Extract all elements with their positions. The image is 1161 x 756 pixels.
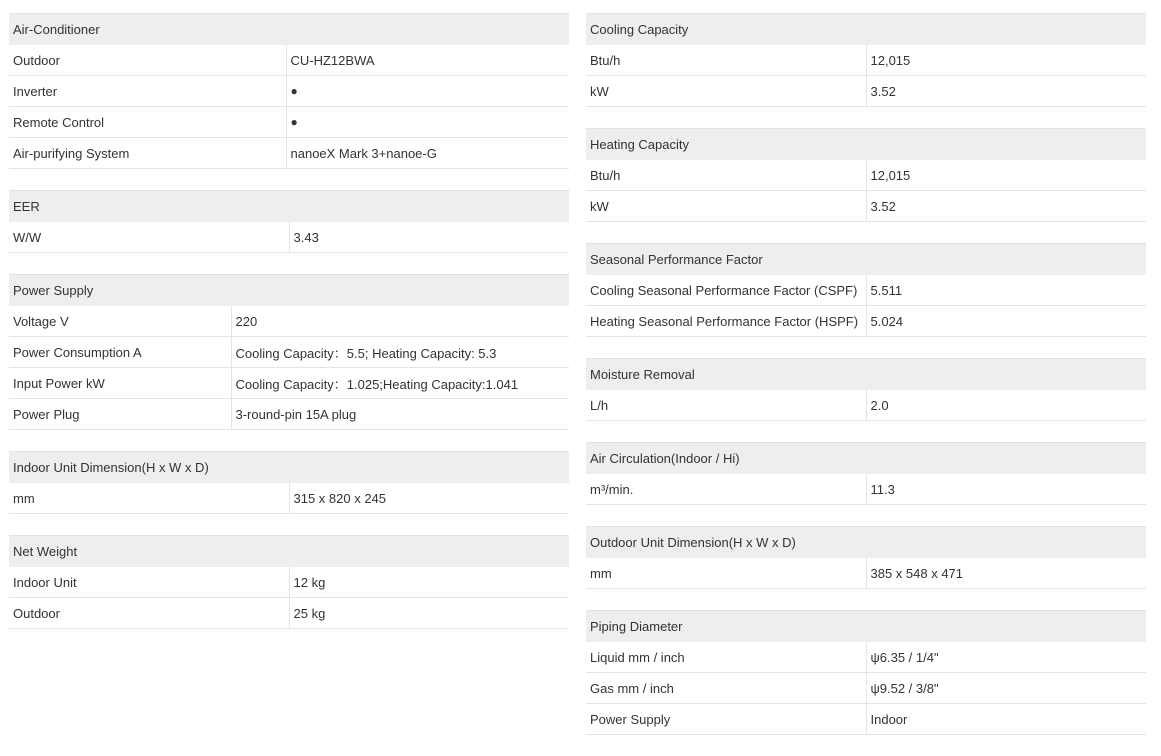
section-header: Seasonal Performance Factor <box>586 244 1146 276</box>
spec-value: 25 kg <box>289 598 569 629</box>
table-row <box>9 138 569 169</box>
table-row <box>9 107 569 138</box>
section-header: Indoor Unit Dimension(H x W x D) <box>9 452 569 484</box>
table-row <box>9 306 569 337</box>
spec-value: nanoeX Mark 3+nanoe-G <box>286 138 569 169</box>
table-row <box>586 390 1146 421</box>
spec-label: Gas mm / inch <box>586 673 866 704</box>
table-row <box>586 191 1146 222</box>
spec-value-dot: ● <box>286 107 569 138</box>
spec-value: Cooling Capacity：5.5; Heating Capacity: 5.3 <box>231 337 569 368</box>
section-header: Air Circulation(Indoor / Hi) <box>586 443 1146 475</box>
spec-value: 3.52 <box>866 191 1146 222</box>
table-row <box>9 76 569 107</box>
spec-label: Power Consumption A <box>9 337 231 368</box>
eer-table <box>9 190 569 253</box>
table-row <box>586 160 1146 191</box>
heating-capacity-table <box>586 128 1146 222</box>
outdoor-dimension-table <box>586 526 1146 589</box>
spec-value: CU-HZ12BWA <box>286 45 569 76</box>
spec-label: W/W <box>9 222 289 253</box>
spec-value: 2.0 <box>866 390 1146 421</box>
spec-value: 3-round-pin 15A plug <box>231 399 569 430</box>
spec-value: 12 kg <box>289 567 569 598</box>
section-header: Air-Conditioner <box>9 14 569 46</box>
spec-label: Cooling Seasonal Performance Factor (CSPF) <box>586 275 866 306</box>
spec-value: 11.3 <box>866 474 1146 505</box>
section-header: Moisture Removal <box>586 359 1146 391</box>
spec-value: 5.024 <box>866 306 1146 337</box>
spec-value: ψ9.52 / 3/8" <box>866 673 1146 704</box>
spec-value: 3.52 <box>866 76 1146 107</box>
air-circulation-table <box>586 442 1146 505</box>
power-supply-table <box>9 274 569 430</box>
table-row <box>9 368 569 399</box>
spec-value: 3.43 <box>289 222 569 253</box>
section-header: EER <box>9 191 569 223</box>
spec-label: Power Supply <box>586 704 866 735</box>
spec-label: Air-purifying System <box>9 138 286 169</box>
spec-label: Liquid mm / inch <box>586 642 866 673</box>
table-row <box>9 567 569 598</box>
table-row <box>586 642 1146 673</box>
section-header: Outdoor Unit Dimension(H x W x D) <box>586 527 1146 559</box>
spec-label: kW <box>586 76 866 107</box>
spec-label: kW <box>586 191 866 222</box>
moisture-removal-table <box>586 358 1146 421</box>
spec-value: 5.511 <box>866 275 1146 306</box>
spec-value: 385 x 548 x 471 <box>866 558 1146 589</box>
section-header: Net Weight <box>9 536 569 568</box>
spec-value: Cooling Capacity：1.025;Heating Capacity:1.041 <box>231 368 569 399</box>
spec-label: L/h <box>586 390 866 421</box>
spec-label: Voltage V <box>9 306 231 337</box>
section-header: Heating Capacity <box>586 129 1146 161</box>
spec-value: Indoor <box>866 704 1146 735</box>
spec-value: 220 <box>231 306 569 337</box>
air-conditioner-table <box>9 13 569 169</box>
table-row <box>9 399 569 430</box>
spec-value: 12,015 <box>866 45 1146 76</box>
section-header: Piping Diameter <box>586 611 1146 643</box>
spec-label: Outdoor <box>9 45 286 76</box>
spec-label: Btu/h <box>586 45 866 76</box>
net-weight-table <box>9 535 569 629</box>
table-row <box>586 275 1146 306</box>
section-header: Cooling Capacity <box>586 14 1146 46</box>
table-row <box>586 704 1146 735</box>
cooling-capacity-table <box>586 13 1146 107</box>
table-row <box>586 474 1146 505</box>
spec-label: Inverter <box>9 76 286 107</box>
spec-label: mm <box>586 558 866 589</box>
spec-label: Heating Seasonal Performance Factor (HSPF) <box>586 306 866 337</box>
spec-label: Power Plug <box>9 399 231 430</box>
spec-label: m³/min. <box>586 474 866 505</box>
table-row <box>9 337 569 368</box>
spec-label: Indoor Unit <box>9 567 289 598</box>
spec-value: 12,015 <box>866 160 1146 191</box>
spec-label: Btu/h <box>586 160 866 191</box>
piping-diameter-table <box>586 610 1146 735</box>
table-row <box>9 222 569 253</box>
table-row <box>586 558 1146 589</box>
table-row <box>9 483 569 514</box>
spec-label: Input Power kW <box>9 368 231 399</box>
table-row <box>9 45 569 76</box>
table-row <box>586 673 1146 704</box>
left-spec-column <box>9 13 569 650</box>
table-row <box>586 306 1146 337</box>
seasonal-performance-table <box>586 243 1146 337</box>
spec-value-dot: ● <box>286 76 569 107</box>
spec-value: ψ6.35 / 1/4" <box>866 642 1146 673</box>
spec-label: mm <box>9 483 289 514</box>
section-header: Power Supply <box>9 275 569 307</box>
indoor-dimension-table <box>9 451 569 514</box>
spec-label: Remote Control <box>9 107 286 138</box>
spec-label: Outdoor <box>9 598 289 629</box>
spec-value: 315 x 820 x 245 <box>289 483 569 514</box>
table-row <box>9 598 569 629</box>
right-spec-column <box>586 13 1146 756</box>
table-row <box>586 45 1146 76</box>
table-row <box>586 76 1146 107</box>
